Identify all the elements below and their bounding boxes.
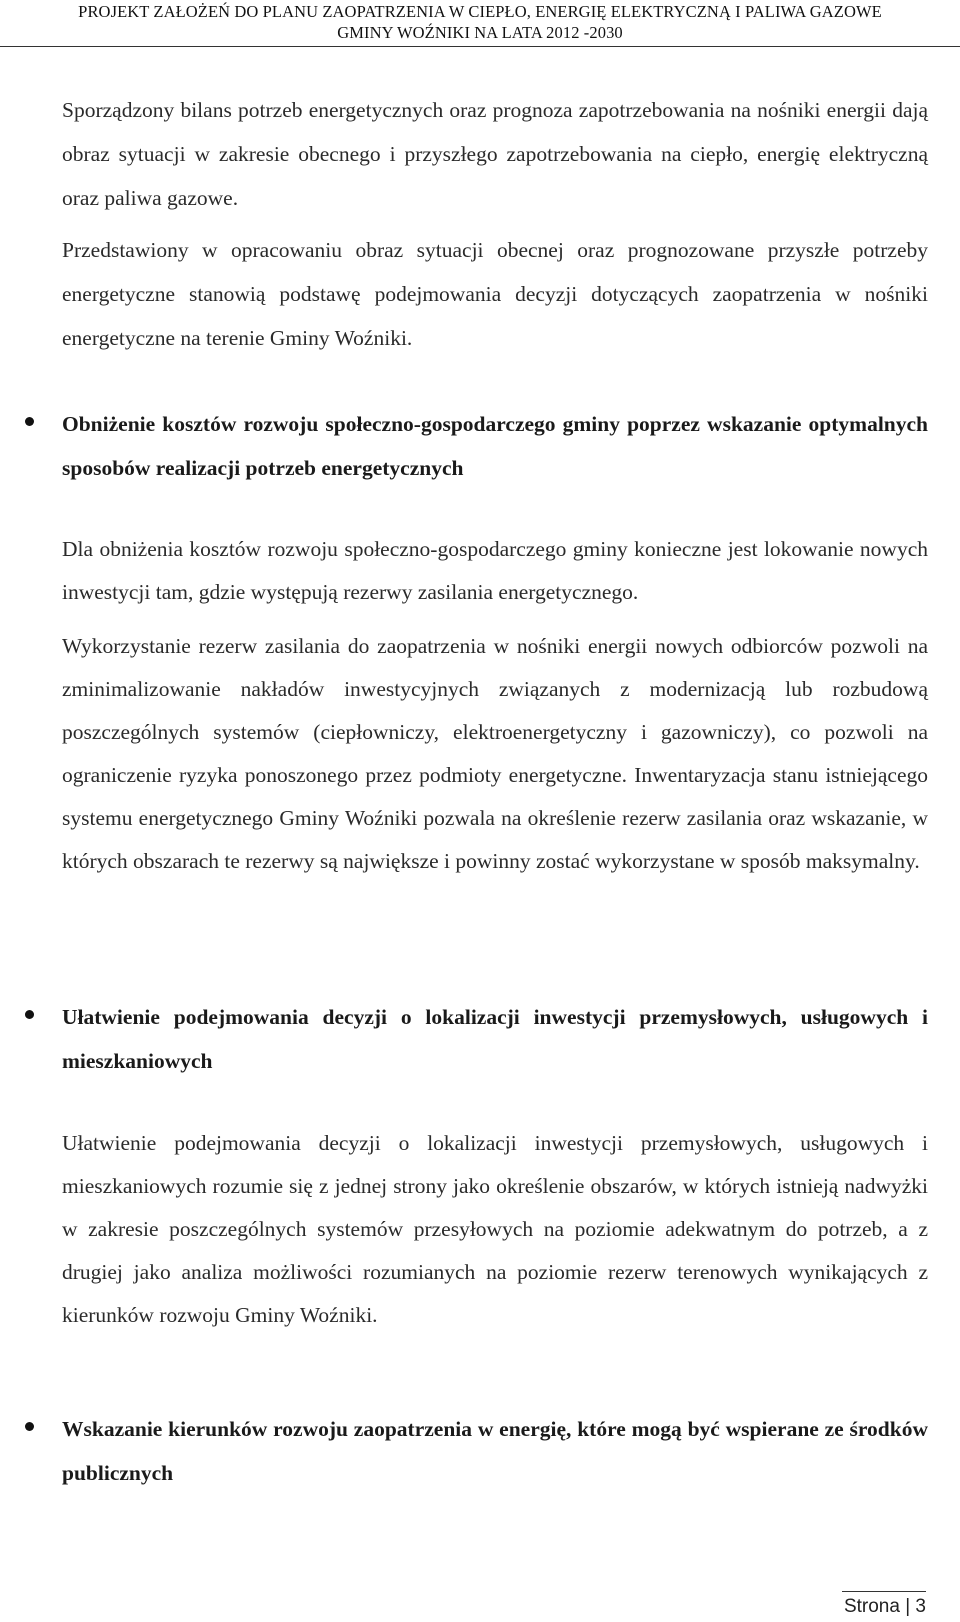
bullet-icon [25,1010,34,1019]
section-1-text-2: Wykorzystanie rezerw zasilania do zaopatrzenia w nośniki energii nowych odbiorców pozwoli na zminimalizowanie nakładów inwestycyjnych związanych z modernizacją lub rozbudową poszczególnych systemów (ciepłowniczy, elektroenergetyczny i gazowniczy), co pozwoli na ograniczenie ryzyka ponoszonego przez podmioty energetyczne. Inwentaryzacja stanu istniejącego systemu energetycznego Gminy Woźniki pozwala na określenie rezerw zasilania oraz wskazanie, w których obszarach te rezerwy są największe i powinny zostać wykorzystane w sposób maksymalny. [62,634,928,873]
section-1-text-1: Dla obniżenia kosztów rozwoju społeczno-gospodarczego gminy konieczne jest lokowanie nowych inwestycji tam, gdzie występują rezerwy zasilania energetycznego. [62,537,928,604]
bullet-icon [25,1422,34,1431]
intro-paragraph-1: Sporządzony bilans potrzeb energetycznych oraz prognoza zapotrzebowania na nośniki energii dają obraz sytuacji w zakresie obecnego i przyszłego zapotrzebowania na ciepło, energię elektryczną oraz paliwa gazowe. [62,98,928,210]
section-heading-2: Ułatwienie podejmowania decyzji o lokalizacji inwestycji przemysłowych, usługowych i mieszkaniowych [62,1005,928,1073]
section-heading-3: Wskazanie kierunków rozwoju zaopatrzenia w energię, które mogą być wspierane ze środków publicznych [62,1417,928,1485]
header-divider [0,46,960,47]
page-header [0,0,960,43]
header-title: PROJEKT ZAŁOŻEŃ DO PLANU ZAOPATRZENIA W CIEPŁO, ENERGIĘ ELEKTRYCZNĄ I PALIWA GAZOWE [78,2,882,21]
section-2-text-1: Ułatwienie podejmowania decyzji o lokalizacji inwestycji przemysłowych, usługowych i mieszkaniowych rozumie się z jednej strony jako określenie obszarów, w których istnieją nadwyżki w zakresie poszczególnych systemów przesyłowych na poziomie adekwatnym do potrzeb, a z drugiej jako analiza możliwości rozumianych na poziomie rezerw terenowych wynikających z kierunków rozwoju Gminy Woźniki. [62,1131,928,1327]
section-heading-1: Obniżenie kosztów rozwoju społeczno-gospodarczego gminy poprzez wskazanie optymalnych sposobów realizacji potrzeb energetycznych [62,412,928,480]
intro-paragraph-2: Przedstawiony w opracowaniu obraz sytuacji obecnej oraz prognozowane przyszłe potrzeby energetyczne stanowią podstawę podejmowania decyzji dotyczących zaopatrzenia w nośniki energetyczne na terenie Gminy Woźniki. [62,238,928,350]
header-subtitle: GMINY WOŹNIKI NA LATA 2012 -2030 [337,23,623,42]
page-number: Strona | 3 [842,1591,926,1622]
bullet-icon [25,417,34,426]
